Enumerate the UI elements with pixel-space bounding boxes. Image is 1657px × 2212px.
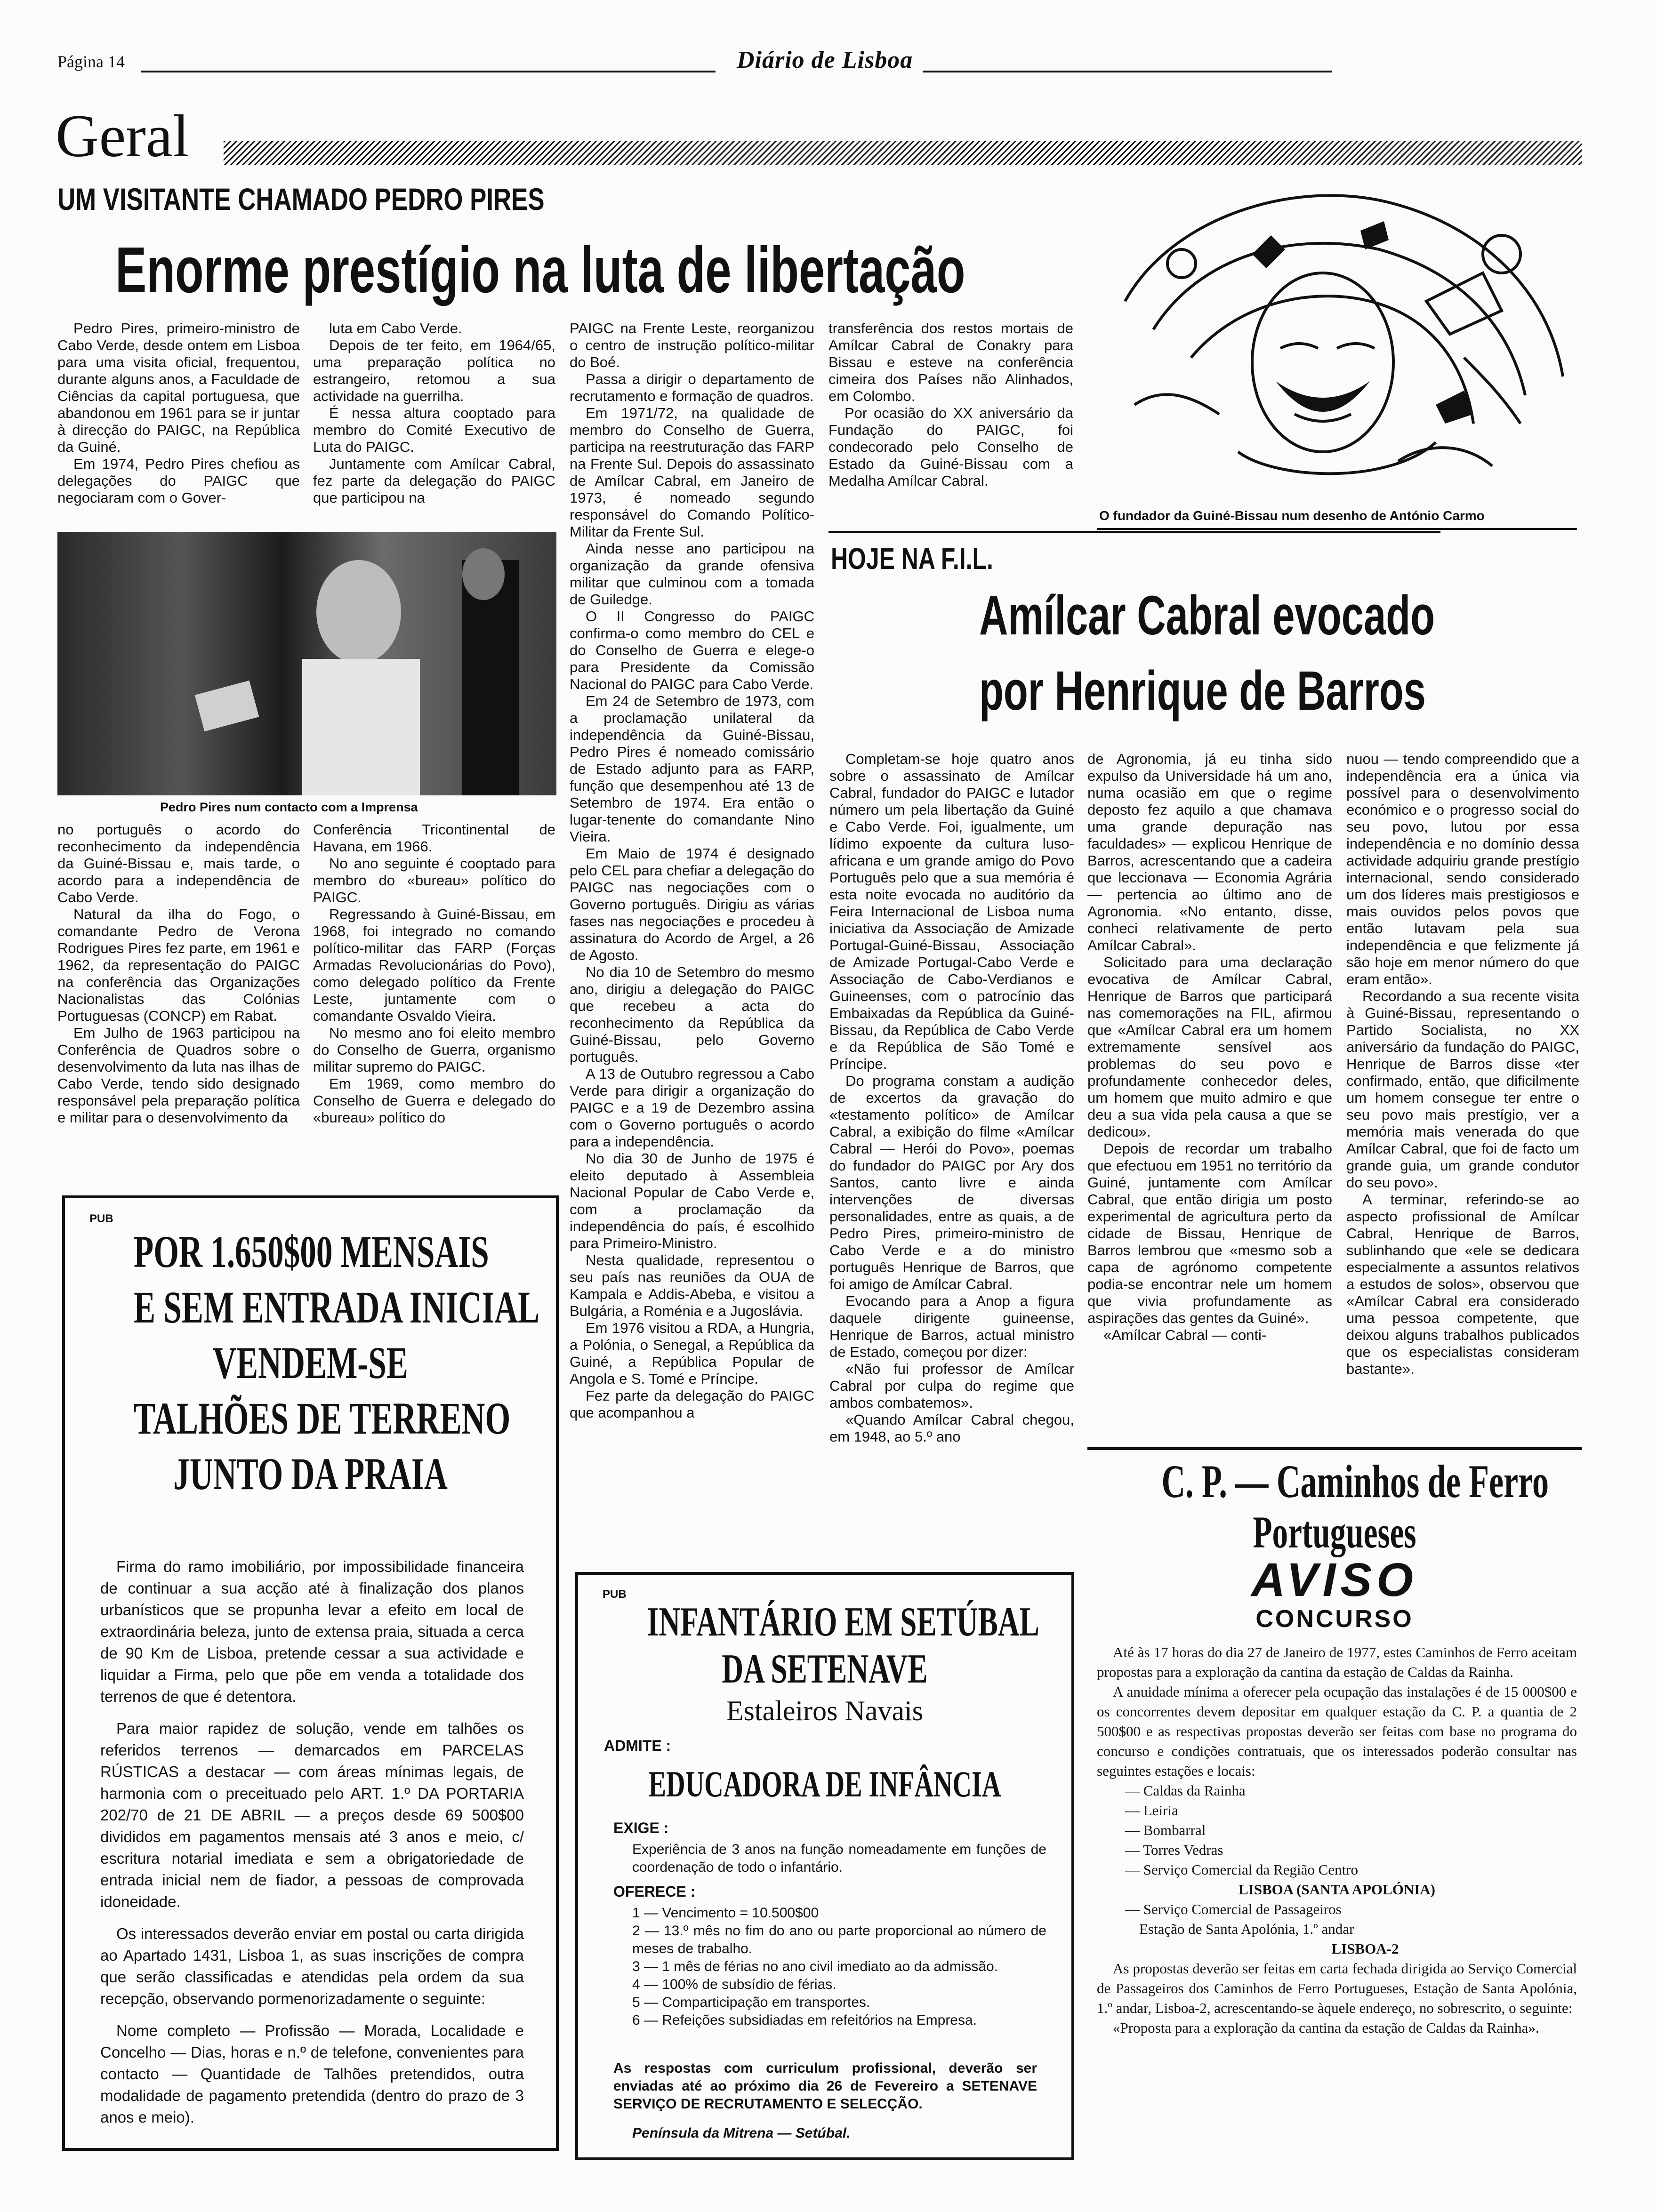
paragraph: Juntamente com Amílcar Cabral, fez parte da delegação do PAIGC que participou na <box>313 456 555 506</box>
ad-exige-label: EXIGE : <box>613 1819 669 1836</box>
article2-headline-2: por Henrique de Barros <box>979 660 1426 722</box>
pedro-pires-photo <box>57 532 556 795</box>
drawing-caption: O fundador da Guiné-Bissau num desenho de António Carmo <box>1099 508 1485 523</box>
list-item: 5 — Comparticipação em transportes. <box>632 1995 870 2010</box>
paragraph: No dia 30 de Junho de 1975 é eleito deputado à Assembleia Nacional Popular de Cabo Verde e, com a proclamação da independência do país, é escolhido para Primeiro-Ministro. <box>570 1150 814 1251</box>
ad-headline-line: VENDEM-SE <box>213 1338 408 1388</box>
paragraph: transferência dos restos mortais de Amílcar Cabral de Conakry para Bissau e esteve na conferência cimeira dos Países não Alinhados, em Colombo. <box>828 320 1073 404</box>
ad-tag: PUB <box>603 1588 627 1601</box>
cp-aviso: AVISO <box>1251 1554 1418 1606</box>
ad-headline-line: TALHÕES DE TERRENO <box>134 1393 511 1443</box>
paragraph: Em 1971/72, na qualidade de membro do Conselho de Guerra, participa na reestruturação das FARP na Frente Sul. Depois do assassinato de Amílcar Cabral, em Janeiro de 1973, é nomeado segundo responsável do Comando Político-Militar da Frente Sul. <box>570 405 814 540</box>
paragraph: As propostas deverão ser feitas em carta fechada dirigida ao Serviço Comercial de Passageiros dos Caminhos de Ferro Portugueses, Estação de Santa Apolónia, 1.º andar, Lisboa-2, acrescentando-se àquele endereço, no sobrescrito, o seguinte: <box>1097 1960 1577 2016</box>
list-item: — Bombarral <box>1125 1822 1206 1838</box>
cp-title-line-1: C. P. — Caminhos de Ferro <box>1161 1455 1549 1507</box>
paragraph: Em Maio de 1974 é designado pelo CEL para chefiar a delegação do PAIGC nas negociações com o Governo português. Dirigiu as várias fases nas negociações e procedeu à assinatura do Acordo de Argel, a 26 de Agosto. <box>570 845 814 963</box>
list-item: Estação de Santa Apolónia, 1.º andar <box>1139 1921 1354 1937</box>
ad-title-line-1: INFANTÁRIO EM SETÚBAL <box>647 1599 1039 1645</box>
paragraph: Pedro Pires, primeiro-ministro de Cabo Verde, desde ontem em Lisboa para uma visita oficial, frequentou, durante alguns anos, a Faculdade de Ciências da capital portuguesa, que abandonou em 1961 para se ir juntar à direcção do PAIGC, na República da Guiné. <box>57 320 300 455</box>
cp-stations-list <box>1097 1781 1577 1880</box>
paragraph: Depois de ter feito, em 1964/65, uma preparação política no estrangeiro, retomou a sua actividade na guerrilha. <box>313 337 555 404</box>
article2-kicker: HOJE NA F.I.L. <box>831 542 993 576</box>
paragraph: Natural da ilha do Fogo, o comandante Pedro de Verona Rodrigues Pires fez parte, em 1961 e 1962, da representação do PAIGC na conferência das Organizações Nacionalistas das Colónias Portuguesas (CONCP) em Rabat. <box>57 906 300 1024</box>
masthead-rule-left <box>141 71 716 72</box>
article1-column-2-bottom <box>313 821 555 1174</box>
paragraph: luta em Cabo Verde. <box>329 320 462 337</box>
article2-column-3 <box>1346 751 1579 1443</box>
list-item: — Serviço Comercial da Região Centro <box>1125 1861 1359 1878</box>
list-item: 2 — 13.º mês no fim do ano ou parte proporcional ao número de meses de trabalho. <box>632 1923 1046 1956</box>
ad-headline-line: JUNTO DA PRAIA <box>173 1449 448 1499</box>
photo-caption: Pedro Pires num contacto com a Imprensa <box>160 800 418 814</box>
cp-ad-body <box>1097 1643 1577 2184</box>
paragraph: Regressando à Guiné-Bissau, em 1968, foi integrado no comando político-militar das FARP (Forças Armadas Revolucionárias do Povo), como delegado político da Frente Leste, juntamente com o comandante Osvaldo Vieira. <box>313 906 555 1024</box>
ad-position: EDUCADORA DE INFÂNCIA <box>648 1763 1001 1804</box>
paragraph: O II Congresso do PAIGC confirma-o como membro do CEL e do Conselho de Guerra e elege-o para Presidente da Comissão Nacional do PAIGC para Cabo Verde. <box>570 608 814 692</box>
cp-title-line-2: Portugueses <box>1253 1507 1416 1557</box>
paragraph: nuou — tendo compreendido que a independência era a única via possível para o desenvolvimento económico e o progresso social do seu povo, lutou por essa independência e no domínio dessa actividade adquiriu grande prestígio internacional, sendo considerado um dos líderes mais prestigiosos e mais ouvidos pelos povos que então lutavam pela sua independência e que felizmente já são hoje em menor número do que eram então». <box>1346 751 1579 987</box>
cp-ad-top-rule <box>1087 1447 1582 1450</box>
paragraph: Fez parte da delegação do PAIGC que acompanhou a <box>570 1387 814 1421</box>
article1-column-3 <box>570 320 814 1563</box>
list-item: 4 — 100% de subsídio de férias. <box>632 1977 837 1992</box>
paragraph: Recordando a sua recente visita à Guiné-Bissau, representando o Partido Socialista, no XX aniversário da fundação do PAIGC, Henrique de Barros disse «ter confirmado, então, que dificilmente um homem consegue ter entre o seu povo mais prestígio, ver a memória mais venerada do que Amílcar Cabral, que foi de facto um grande guia, um grande condutor do seu povo». <box>1346 988 1579 1191</box>
article1-column-2-top <box>313 320 555 527</box>
paragraph: Até às 17 horas do dia 27 de Janeiro de 1977, estes Caminhos de Ferro aceitam propostas para a exploração da cantina da estação de Caldas da Rainha. <box>1097 1644 1577 1680</box>
article2-headline-1: Amílcar Cabral evocado <box>979 585 1435 647</box>
ad-oferece-label: OFERECE : <box>613 1883 696 1900</box>
cabral-drawing <box>1097 160 1577 499</box>
paragraph: «Quando Amílcar Cabral chegou, em 1948, ao 5.º ano <box>829 1411 1074 1445</box>
ad-title-line-2: DA SETENAVE <box>722 1646 928 1692</box>
ad-body <box>100 1556 524 2135</box>
article1-kicker: UM VISITANTE CHAMADO PEDRO PIRES <box>57 182 545 216</box>
photo-figure-icon <box>57 532 556 795</box>
paragraph: Em 24 de Setembro de 1973, com a proclamação unilateral da independência da Guiné-Bissau, Pedro Pires é nomeado comissário de Estado adjunto para as FARP, função que desempenhou até 13 de Setembro de 1974. Era então o lugar-tenente do comandante Nino Vieira. <box>570 693 814 845</box>
ad-tag: PUB <box>89 1212 113 1225</box>
article1-column-1-top <box>57 320 300 527</box>
ad-closing: As respostas com curriculum profissional, deverão ser enviadas até ao próximo dia 26 de Fevereiro a SETENAVE SERVIÇO DE RECRUTAMENTO E SELECÇÃO. <box>613 2060 1037 2112</box>
paragraph: de Agronomia, já eu tinha sido expulso da Universidade há um ano, numa ocasião em que o regime deposto fez aquilo a que chamava uma grande depuração nas faculdades» — explicou Henrique de Barros, acrescentando que a cadeira que leccionava — Economia Agrária — pertencia ao último ano de Agronomia. «No entanto, disse, conheci relativamente de perto Amílcar Cabral». <box>1087 751 1332 954</box>
setenave-job-ad <box>575 1572 1074 2160</box>
paragraph: A terminar, referindo-se ao aspecto profissional de Amílcar Cabral, Henrique de Barros, sublinhando que «ele se dedicara especialmente a assuntos relativos a estudos de solos», observou que «Amílcar Cabral era considerado uma pessoa competente, que deixou alguns trabalhos publicados que os especialistas consideram bastante». <box>1346 1191 1579 1377</box>
paragraph: Por ocasião do XX aniversário da Fundação do PAIGC, foi condecorado pelo Conselho de Estado da Guiné-Bissau com a Medalha Amílcar Cabral. <box>828 405 1073 489</box>
paragraph: Conferência Tricontinental de Havana, em 1966. <box>313 821 555 855</box>
paragraph: Firma do ramo imobiliário, por impossibilidade financeira de continuar a sua acção até à finalização dos planos urbanísticos que se propunha levar a efeito em local de extraordinária beleza, junto de extensa praia, situada a cerca de 90 Km de Lisboa, pretende cessar a sua actividade e liquidar a Firma, pelo que põe em venda a totalidade dos terrenos de que é detentora. <box>100 1558 524 1705</box>
paragraph: Do programa constam a audição de excertos da gravação do «testamento político» de Amílcar Cabral, a exibição do filme «Amílcar Cabral — Herói do Povo», poemas do fundador do PAIGC por Ary dos Santos, canto livre e ainda intervenções de diversas personalidades, entre as quais, a de Pedro Pires, primeiro-ministro de Cabo Verde e a do ministro português Henrique de Barros, que foi amigo de Amílcar Cabral. <box>829 1073 1074 1292</box>
article1-column-1-bottom <box>57 821 300 1174</box>
drawing-illustration-icon <box>1097 160 1577 499</box>
ad-headline-line: E SEM ENTRADA INICIAL <box>134 1282 540 1332</box>
list-item: — Torres Vedras <box>1125 1842 1223 1858</box>
paragraph: É nessa altura cooptado para membro do Comité Executivo de Luta do PAIGC. <box>313 405 555 455</box>
ad-oferece-list <box>632 1904 1046 2055</box>
ad-admite-label: ADMITE : <box>604 1737 671 1754</box>
masthead-rule-right <box>923 71 1332 72</box>
paragraph: Para maior rapidez de solução, vende em talhões os referidos terrenos — demarcados em PARCELAS RÚSTICAS a destacar — com áreas mínimas legais, de harmonia com o preceituado pelo ART. 1.º DA PORTARIA 202/70 de 21 DE ABRIL — a preços desde 69 500$00 divididos em pagamentos mensais até 3 anos e meio, c/ escritura notarial imediata e sem a obrigatoriedade de entrada inicial nem de fiador, a pessoas de comprovada idoneidade. <box>100 1720 524 1910</box>
cp-concurso: CONCURSO <box>1255 1605 1414 1633</box>
paragraph: Em 1974, Pedro Pires chefiou as delegações do PAIGC que negociaram com o Gover- <box>57 456 300 506</box>
masthead-title: Diário de Lisboa <box>737 47 913 73</box>
paragraph: «Não fui professor de Amílcar Cabral por culpa do regime que ambos combatemos». <box>829 1361 1074 1411</box>
paragraph: Os interessados deverão enviar em postal ou carta dirigida ao Apartado 1431, Lisboa 1, as suas inscrições de compra que serão classificadas e atendidas pela ordem da sua recepção, observando pormenorizadamente o seguinte: <box>100 1925 524 2007</box>
ad-headline-block <box>65 1224 556 1502</box>
caption-underline <box>1097 528 1577 530</box>
paragraph: A 13 de Outubro regressou a Cabo Verde para dirigir a organização do PAIGC e a 19 de Dezembro assina com o Governo português o acordo para a independência. <box>570 1066 814 1150</box>
paragraph: No ano seguinte é cooptado para membro do «bureau» político do PAIGC. <box>313 855 555 906</box>
article2-column-1 <box>829 751 1074 1563</box>
paragraph: Em Julho de 1963 participou na Conferência de Quadros sobre o desenvolvimento da luta nas ilhas de Cabo Verde, tendo sido designado responsável pela preparação política e militar para o desenvolvimento da <box>57 1025 300 1126</box>
paragraph: Em 1976 visitou a RDA, a Hungria, a Polónia, o Senegal, a República da Guiné, a República Popular de Angola e S. Tomé e Príncipe. <box>570 1320 814 1387</box>
article1-column-4 <box>828 320 1073 522</box>
article2-top-rule <box>828 531 1440 533</box>
ad-address: Península da Mitrena — Setúbal. <box>632 2125 851 2141</box>
paragraph: Nesta qualidade, representou o seu país nas reuniões da OUA de Kampala e Addis-Abeba, e visitou a Bulgária, a Roménia e a Jugoslávia. <box>570 1252 814 1319</box>
real-estate-ad <box>62 1195 559 2151</box>
paragraph: «Proposta para a exploração da cantina da estação de Caldas da Rainha». <box>1113 2020 1539 2036</box>
ad-subtitle: Estaleiros Navais <box>726 1695 924 1726</box>
list-item: — Caldas da Rainha <box>1125 1782 1246 1799</box>
ad-exige-text: Experiência de 3 anos na função nomeadamente em funções de coordenação de todo o infantário. <box>632 1842 1046 1875</box>
paragraph: Depois de recordar um trabalho que efectuou em 1951 no território da Guiné, juntamente com Amílcar Cabral, que então dirigia um posto experimental de agricultura perto da cidade de Bissau, Henrique de Barros lembrou que «mesmo sob a capa de agrónomo competente podia-se encontrar nele um homem que vivia profundamente as aspirações das gentes da Guiné». <box>1087 1140 1332 1326</box>
paragraph: A anuidade mínima a oferecer pela ocupação das instalações é de 15 000$00 e os concorrentes devem depositar em qualquer estação da C. P. a quantia de 2 500$00 e as respectivas propostas deverão ser feitas com base no programa do concurso e condições contratuais, que os interessados poderão consultar nas seguintes estações e locais: <box>1097 1683 1577 1779</box>
list-item: 1 — Vencimento = 10.500$00 <box>632 1905 819 1921</box>
paragraph: «Amílcar Cabral — conti- <box>1103 1327 1267 1343</box>
paragraph: Solicitado para uma declaração evocativa de Amílcar Cabral, Henrique de Barros que participará nas comemorações na FIL, afirmou que «Amílcar Cabral era um homem extremamente sensível aos problemas do seu povo e profundamente conhecedor deles, um homem que muito admiro e que deu a sua vida pela causa a que se dedicou». <box>1087 954 1332 1140</box>
paragraph: Em 1969, como membro do Conselho de Guerra e delegado do «bureau» político do <box>313 1075 555 1126</box>
paragraph: Ainda nesse ano participou na organização da grande ofensiva militar que culminou com a tomada de Guiledge. <box>570 540 814 608</box>
paragraph: Completam-se hoje quatro anos sobre o assassinato de Amílcar Cabral, fundador do PAIGC e lutador número um pela libertação da Guiné e Cabo Verde. Foi, igualmente, um lídimo expoente da cultura luso-africana e um grande amigo do Povo Português pelo que a sua memória é esta noite evocada no auditório da Feira Internacional de Lisboa numa iniciativa da Associação de Amizade Portugal-Guiné-Bissau, Associação de Amizade Portugal-Cabo Verde e Associação de Cabo-Verdianos e Guineenses, com o patrocínio das Embaixadas da República da Guiné-Bissau, da República de Cabo Verde e da República de São Tomé e Príncipe. <box>829 751 1074 1072</box>
paragraph: Passa a dirigir o departamento de recrutamento e formação de quadros. <box>570 371 814 404</box>
cp-lisboa-2: LISBOA-2 <box>1331 1940 1399 1957</box>
list-item: — Leiria <box>1125 1802 1178 1819</box>
paragraph: No dia 10 de Setembro do mesmo ano, dirigiu a delegação do PAIGC que recebeu a acta do reconhecimento da República da Guiné-Bissau, pelo Governo português. <box>570 964 814 1065</box>
article2-column-2 <box>1087 751 1332 1443</box>
section-title: Geral <box>56 103 190 169</box>
paragraph: No mesmo ano foi eleito membro do Conselho de Guerra, organismo militar supremo do PAIGC. <box>313 1025 555 1075</box>
paragraph: Nome completo — Profissão — Morada, Localidade e Concelho — Dias, horas e n.º de telefone, convenientes para contacto — Quantidade de Talhões pretendidos, outra modalidade de pagamento pretendida (dentro do prazo de 3 anos e meio). <box>100 2022 524 2126</box>
ad-headline-line: POR 1.650$00 MENSAIS <box>134 1226 489 1277</box>
cp-lisboa-1: LISBOA (SANTA APOLÓNIA) <box>1238 1881 1435 1898</box>
article1-headline: Enorme prestígio na luta de libertação <box>115 234 965 306</box>
page-number: Página 14 <box>57 52 125 71</box>
paragraph: Evocando para a Anop a figura daquele dirigente guineense, Henrique de Barros, actual ministro de Estado, começou por dizer: <box>829 1293 1074 1360</box>
list-item: — Serviço Comercial de Passageiros <box>1125 1901 1342 1917</box>
list-item: 6 — Refeições subsidiadas em refeitórios na Empresa. <box>632 2012 977 2028</box>
list-item: 3 — 1 mês de férias no ano civil imediato ao da admissão. <box>632 1959 998 1974</box>
paragraph: no português o acordo do reconhecimento da independência da Guiné-Bissau e, mais tarde, o acordo para a independência de Cabo Verde. <box>57 821 300 906</box>
paragraph: PAIGC na Frente Leste, reorganizou o centro de instrução político-militar do Boé. <box>570 320 814 370</box>
